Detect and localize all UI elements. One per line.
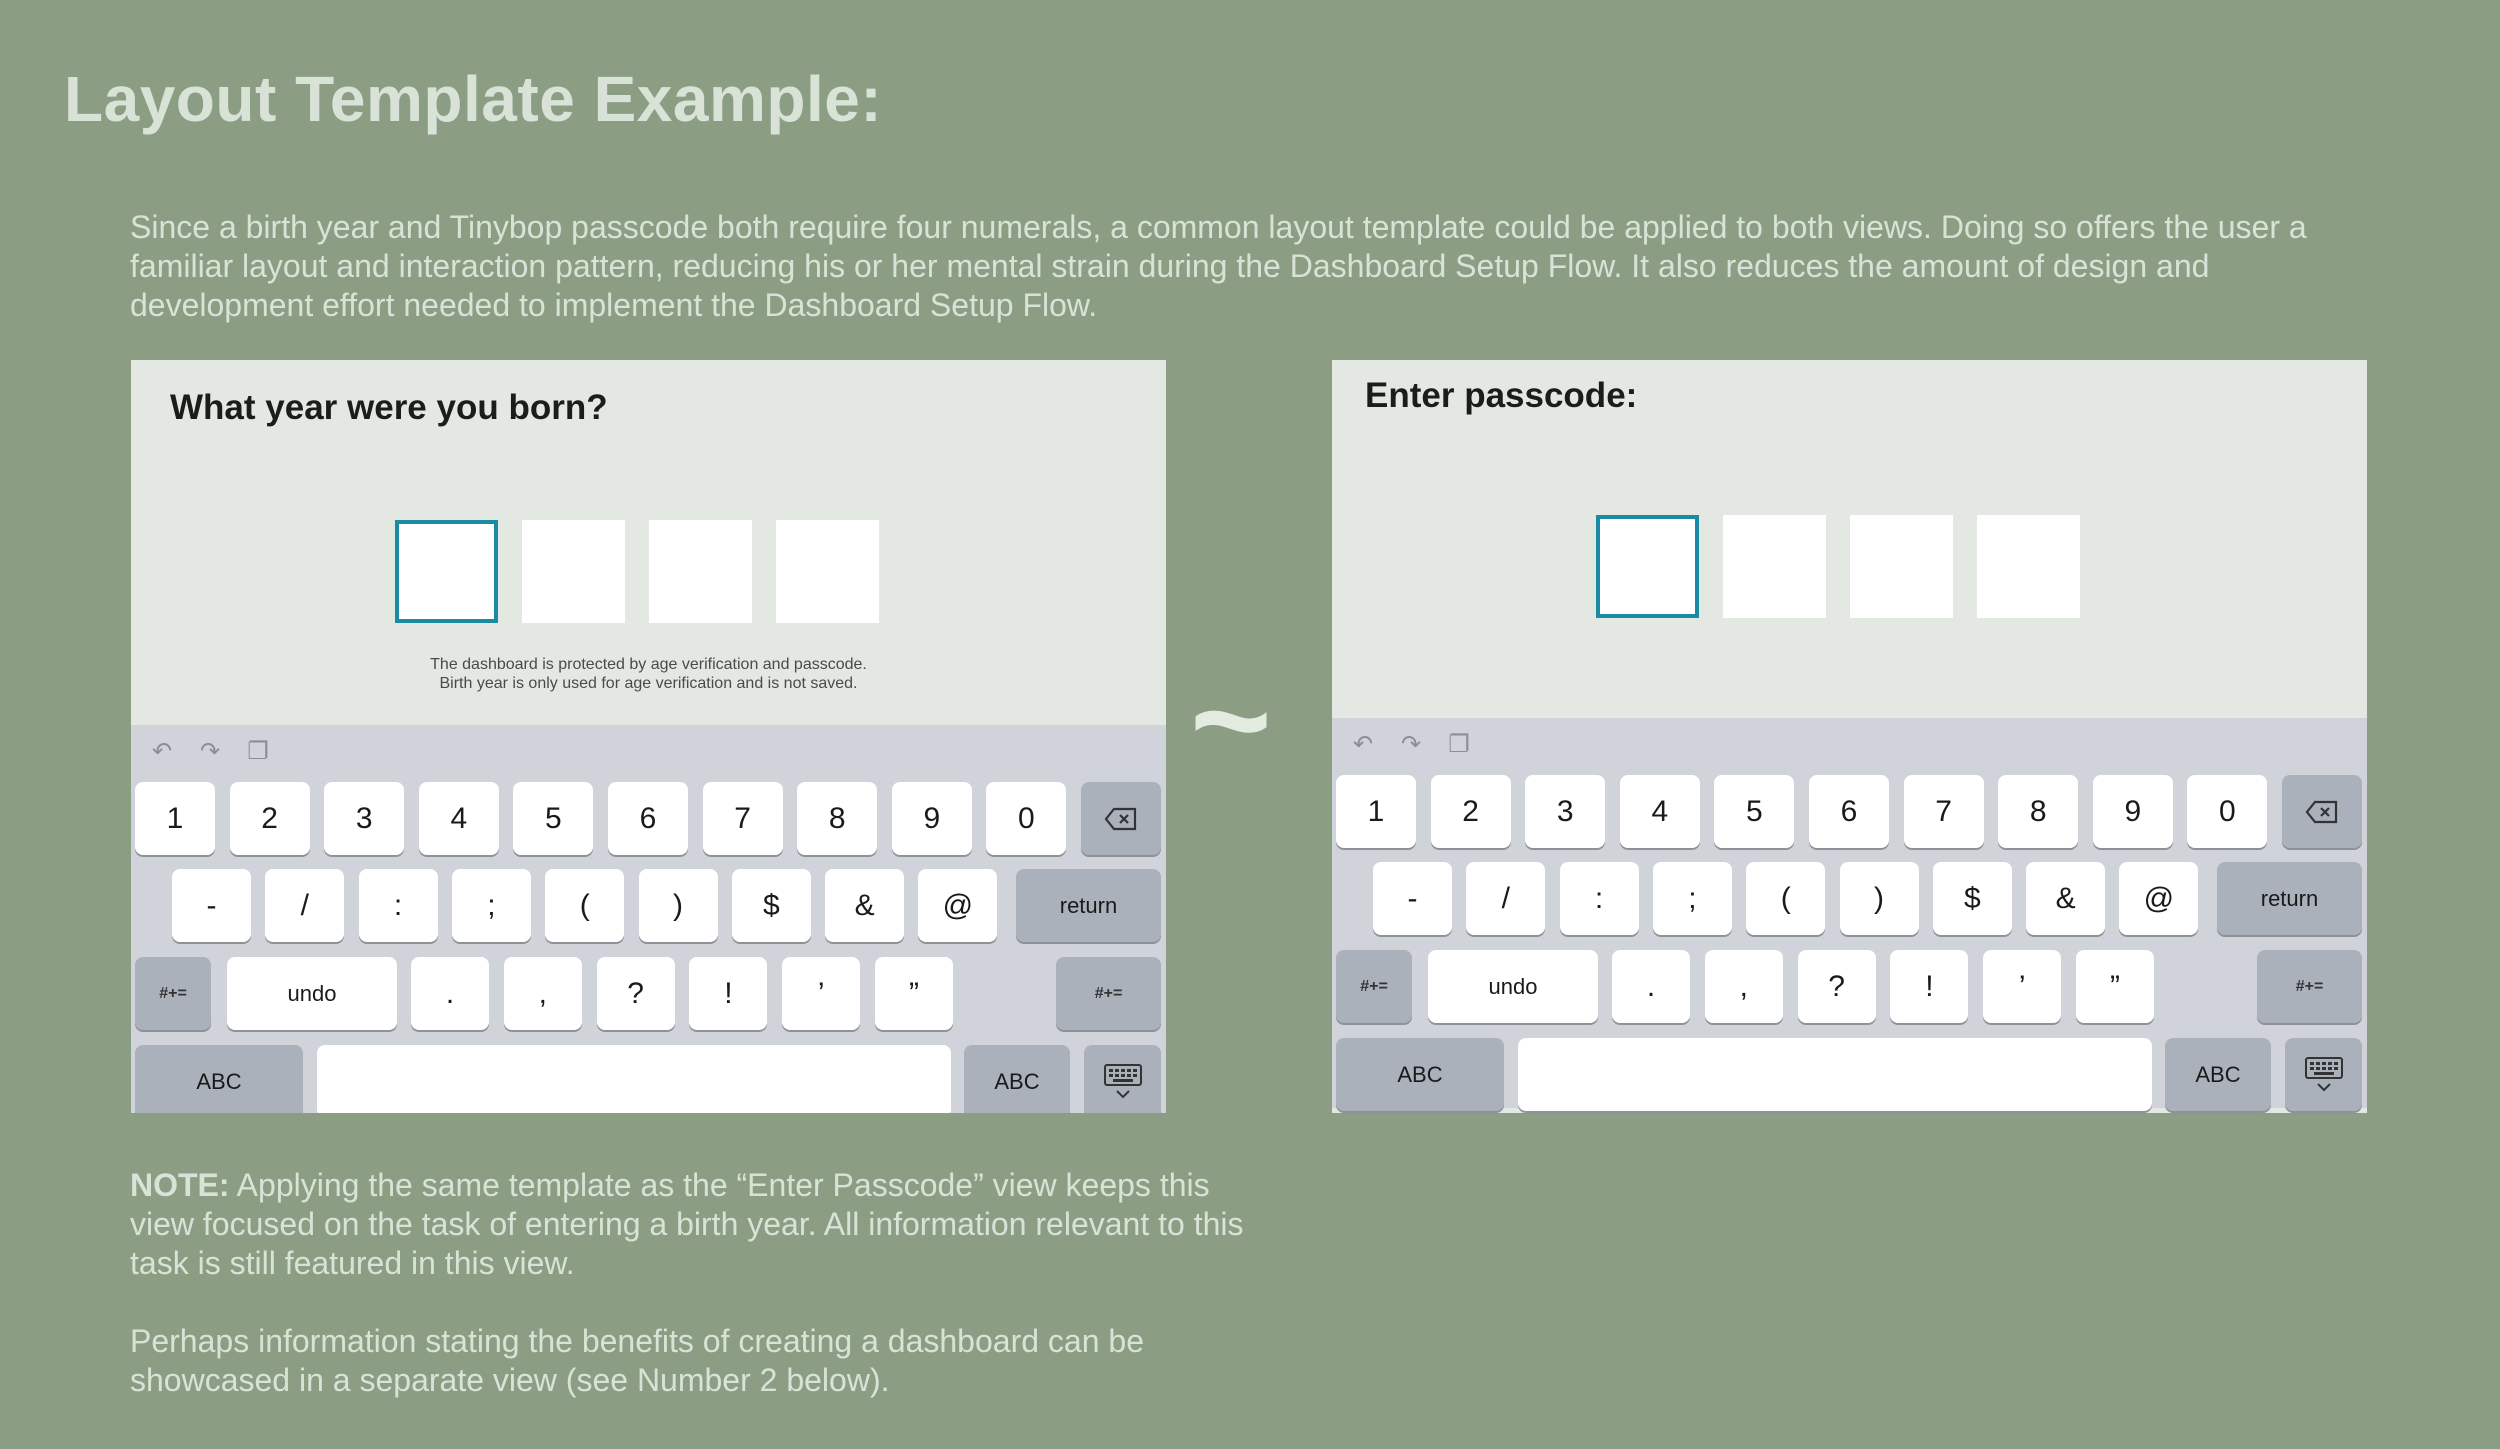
key-punctuation[interactable]: ? xyxy=(597,957,675,1030)
undo-key[interactable]: undo xyxy=(227,957,397,1030)
privacy-notice-line-1: The dashboard is protected by age verification and passcode. xyxy=(430,656,867,673)
key-symbol[interactable]: / xyxy=(265,869,344,942)
digit-box-2[interactable] xyxy=(522,520,625,623)
key-3[interactable]: 3 xyxy=(1525,775,1605,848)
abc-key[interactable]: ABC xyxy=(1336,1038,1504,1111)
keyboard-dismiss-icon xyxy=(1102,1062,1144,1102)
key-5[interactable]: 5 xyxy=(1714,775,1794,848)
key-6[interactable]: 6 xyxy=(1809,775,1889,848)
digit-box-3[interactable] xyxy=(649,520,752,623)
key-symbol[interactable]: ; xyxy=(452,869,531,942)
symbols-key[interactable]: #+= xyxy=(2257,950,2362,1023)
key-0[interactable]: 0 xyxy=(2187,775,2267,848)
return-key[interactable]: return xyxy=(2217,862,2362,935)
abc-key[interactable]: ABC xyxy=(2165,1038,2271,1111)
key-2[interactable]: 2 xyxy=(1431,775,1511,848)
key-symbol[interactable]: & xyxy=(825,869,904,942)
privacy-notice-line-2: Birth year is only used for age verification and is not saved. xyxy=(439,675,858,692)
digit-box-2[interactable] xyxy=(1723,515,1826,618)
paste-icon[interactable]: ❐ xyxy=(247,738,269,765)
note-label: NOTE: xyxy=(130,1167,230,1203)
key-7[interactable]: 7 xyxy=(1904,775,1984,848)
passcode-digits xyxy=(1596,515,2080,618)
key-punctuation[interactable]: ! xyxy=(1890,950,1968,1023)
backspace-icon xyxy=(2305,800,2339,824)
keyboard xyxy=(1332,718,2367,1108)
delete-key[interactable] xyxy=(2282,775,2362,848)
key-7[interactable]: 7 xyxy=(703,782,783,855)
key-punctuation[interactable]: . xyxy=(1612,950,1690,1023)
note-paragraph xyxy=(130,1166,1250,1283)
key-symbol[interactable]: ) xyxy=(639,869,718,942)
delete-key[interactable] xyxy=(1081,782,1161,855)
keyboard xyxy=(131,725,1166,1113)
privacy-notice xyxy=(131,655,1166,693)
keyboard-dismiss-icon xyxy=(2303,1055,2345,1095)
symbols-key[interactable]: #+= xyxy=(135,957,211,1030)
key-punctuation[interactable]: ? xyxy=(1798,950,1876,1023)
key-punctuation[interactable]: ’ xyxy=(1983,950,2061,1023)
key-0[interactable]: 0 xyxy=(986,782,1066,855)
key-symbol[interactable]: & xyxy=(2026,862,2105,935)
key-symbol[interactable]: ; xyxy=(1653,862,1732,935)
key-punctuation[interactable]: ! xyxy=(689,957,767,1030)
abc-key[interactable]: ABC xyxy=(964,1045,1070,1113)
key-6[interactable]: 6 xyxy=(608,782,688,855)
key-symbol[interactable]: - xyxy=(172,869,251,942)
key-punctuation[interactable]: ’ xyxy=(782,957,860,1030)
undo-key[interactable]: undo xyxy=(1428,950,1598,1023)
key-punctuation[interactable]: , xyxy=(1705,950,1783,1023)
key-9[interactable]: 9 xyxy=(892,782,972,855)
key-9[interactable]: 9 xyxy=(2093,775,2173,848)
key-1[interactable]: 1 xyxy=(1336,775,1416,848)
undo-icon[interactable]: ↶ xyxy=(1352,731,1374,758)
note-text: Applying the same template as the “Enter Passcode” view keeps this view focused on the task of entering a birth year. All information relevant to this task is still featured in this view. xyxy=(130,1167,1244,1281)
symbols-key[interactable]: #+= xyxy=(1336,950,1412,1023)
key-symbol[interactable]: $ xyxy=(1933,862,2012,935)
key-symbol[interactable]: : xyxy=(359,869,438,942)
digit-box-1[interactable] xyxy=(1596,515,1699,618)
birth-year-heading: What year were you born? xyxy=(170,388,608,427)
digit-box-4[interactable] xyxy=(776,520,879,623)
key-8[interactable]: 8 xyxy=(797,782,877,855)
equivalence-symbol: ~ xyxy=(1190,641,1272,798)
key-punctuation[interactable]: ” xyxy=(875,957,953,1030)
key-symbol[interactable]: : xyxy=(1560,862,1639,935)
space-bar[interactable] xyxy=(317,1045,951,1113)
key-symbol[interactable]: @ xyxy=(918,869,997,942)
key-8[interactable]: 8 xyxy=(1998,775,2078,848)
key-symbol[interactable]: $ xyxy=(732,869,811,942)
key-symbol[interactable]: ( xyxy=(1746,862,1825,935)
digit-box-4[interactable] xyxy=(1977,515,2080,618)
keyboard-toolbar xyxy=(1350,732,1472,758)
key-5[interactable]: 5 xyxy=(513,782,593,855)
key-3[interactable]: 3 xyxy=(324,782,404,855)
keyboard-toolbar xyxy=(149,739,271,765)
key-4[interactable]: 4 xyxy=(419,782,499,855)
digit-box-1[interactable] xyxy=(395,520,498,623)
digit-box-3[interactable] xyxy=(1850,515,1953,618)
birth-year-digits xyxy=(395,520,879,623)
redo-icon[interactable]: ↷ xyxy=(199,738,221,765)
page-title: Layout Template Example: xyxy=(64,63,883,135)
key-punctuation[interactable]: ” xyxy=(2076,950,2154,1023)
birth-year-view xyxy=(131,360,1166,1113)
symbols-key[interactable]: #+= xyxy=(1056,957,1161,1030)
space-bar[interactable] xyxy=(1518,1038,2152,1111)
key-symbol[interactable]: / xyxy=(1466,862,1545,935)
key-4[interactable]: 4 xyxy=(1620,775,1700,848)
passcode-view xyxy=(1332,360,2367,1113)
key-symbol[interactable]: ( xyxy=(545,869,624,942)
key-symbol[interactable]: @ xyxy=(2119,862,2198,935)
passcode-heading: Enter passcode: xyxy=(1365,376,1638,415)
return-key[interactable]: return xyxy=(1016,869,1161,942)
key-punctuation[interactable]: . xyxy=(411,957,489,1030)
abc-key[interactable]: ABC xyxy=(135,1045,303,1113)
key-punctuation[interactable]: , xyxy=(504,957,582,1030)
redo-icon[interactable]: ↷ xyxy=(1400,731,1422,758)
key-symbol[interactable]: - xyxy=(1373,862,1452,935)
key-1[interactable]: 1 xyxy=(135,782,215,855)
undo-icon[interactable]: ↶ xyxy=(151,738,173,765)
note-paragraph-2: Perhaps information stating the benefits of creating a dashboard can be showcased in a separate view (see Number 2 below). xyxy=(130,1323,1144,1398)
key-symbol[interactable]: ) xyxy=(1840,862,1919,935)
intro-paragraph: Since a birth year and Tinybop passcode both require four numerals, a common layout template could be applied to both views. Doing so offers the user a familiar layout and interaction pattern, reducing his or her mental strain during the Dashboard Setup Flow. It also reduces the amount of design and development effort needed to implement the Dashboard Setup Flow. xyxy=(130,209,2307,323)
backspace-icon xyxy=(1104,807,1138,831)
keyboard-dismiss-key[interactable] xyxy=(2285,1038,2362,1111)
paste-icon[interactable]: ❐ xyxy=(1448,731,1470,758)
key-2[interactable]: 2 xyxy=(230,782,310,855)
keyboard-dismiss-key[interactable] xyxy=(1084,1045,1161,1113)
